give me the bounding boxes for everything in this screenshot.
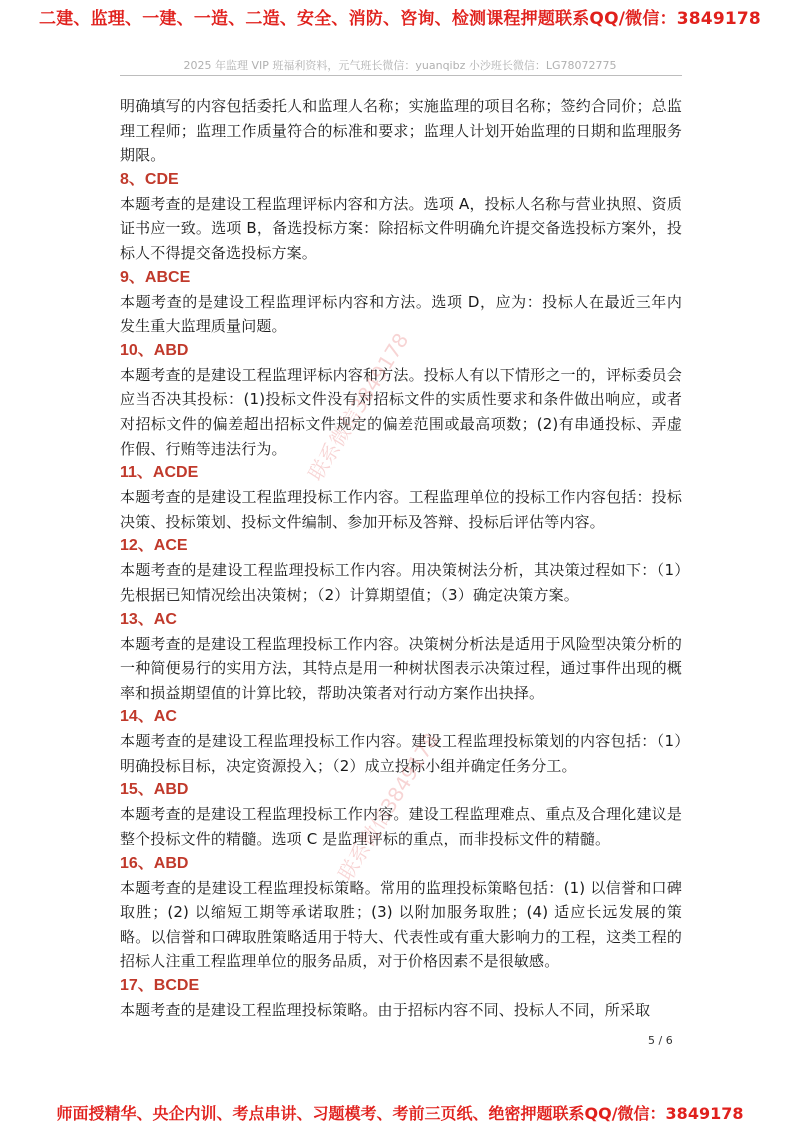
answer-explanation: 本题考查的是建设工程监理投标策略。由于招标内容不同、投标人不同，所采取 [120, 1001, 651, 1020]
intro-paragraph: 明确填写的内容包括委托人和监理人名称；实施监理的项目名称；签约合同价；总监理工程师；监理工作质量符合的标准和要求；监理人计划开始监理的日期和监理服务期限。 [120, 97, 682, 165]
answer-heading: 17、BCDE [120, 977, 200, 995]
answer-content [120, 94, 682, 1023]
answer-heading: 16、ABD [120, 854, 189, 872]
answer-heading: 14、AC [120, 708, 177, 726]
answer-heading: 12、ACE [120, 537, 188, 555]
page-number: 5 / 6 [648, 1034, 673, 1047]
bottom-promo-banner: 师面授精华、央企内训、考点串讲、习题模考、考前三页纸、绝密押题联系QQ/微信：3849178 [56, 1104, 744, 1123]
answer-explanation: 本题考查的是建设工程监理评标内容和方法。选项 D，应为：投标人在最近三年内发生重大监理质量问题。 [120, 292, 682, 336]
answer-explanation: 本题考查的是建设工程监理投标工作内容。建设工程监理难点、重点及合理化建议是整个投标文件的精髓。选项 C 是监理评标的重点，而非投标文件的精髓。 [120, 805, 682, 849]
answer-heading: 9、ABCE [120, 268, 191, 286]
watermark: 联系微信3849178 [333, 728, 444, 885]
answer-explanation: 本题考查的是建设工程监理投标策略。常用的监理投标策略包括：(1) 以信誉和口碑取胜；(2) 以缩短工期等承诺取胜；(3) 以附加服务取胜；(4) 适应长远发展的策略。以信誉和口碑取胜策略适用于特大、代表性或有重大影响力的工程，这类工程的招标人注重工程监理单位的服务品质，对于价格因素不是很敏感。 [120, 878, 682, 971]
answer-heading: 11、ACDE [120, 464, 199, 482]
answer-explanation: 本题考查的是建设工程监理评标内容和方法。投标人有以下情形之一的，评标委员会应当否决其投标：(1)投标文件没有对招标文件的实质性要求和条件做出响应，或者对招标文件的偏差超出招标文件规定的偏差范围或最高项数；(2)有串通投标、弄虚作假、行贿等违法行为。 [120, 365, 682, 458]
answer-heading: 8、CDE [120, 170, 179, 188]
header-note: 2025 年监理 VIP 班福利资料，元气班长微信：yuanqibz 小沙班长微信：LG78072775 [183, 59, 617, 72]
answer-heading: 15、ABD [120, 781, 189, 799]
top-promo-banner: 二建、监理、一建、一造、二造、安全、消防、咨询、检测课程押题联系QQ/微信：3849178 [39, 9, 761, 29]
answer-explanation: 本题考查的是建设工程监理投标工作内容。工程监理单位的投标工作内容包括：投标决策、投标策划、投标文件编制、参加开标及答辩、投标后评估等内容。 [120, 488, 682, 531]
answer-heading: 10、ABD [120, 341, 189, 359]
answer-explanation: 本题考查的是建设工程监理投标工作内容。决策树分析法是适用于风险型决策分析的一种简便易行的实用方法，其特点是用一种树状图表示决策过程，通过事件出现的概率和损益期望值的计算比较，帮助决策者对行动方案作出抉择。 [120, 634, 682, 702]
answer-explanation: 本题考查的是建设工程监理投标工作内容。建设工程监理投标策划的内容包括：（1）明确投标目标，决定资源投入；（2）成立投标小组并确定任务分工。 [120, 732, 682, 775]
answer-explanation: 本题考查的是建设工程监理评标内容和方法。选项 A，投标人名称与营业执照、资质证书应一致。选项 B，备选投标方案：除招标文件明确允许提交备选投标方案外，投标人不得提交备选投标方案。 [120, 194, 682, 262]
answer-heading: 13、AC [120, 610, 177, 628]
header-divider [120, 75, 682, 76]
answer-explanation: 本题考查的是建设工程监理投标工作内容。用决策树法分析，其决策过程如下：（1）先根据已知情况绘出决策树；（2）计算期望值；（3）确定决策方案。 [120, 561, 682, 604]
watermark: 联系微信3849178 [303, 328, 414, 485]
